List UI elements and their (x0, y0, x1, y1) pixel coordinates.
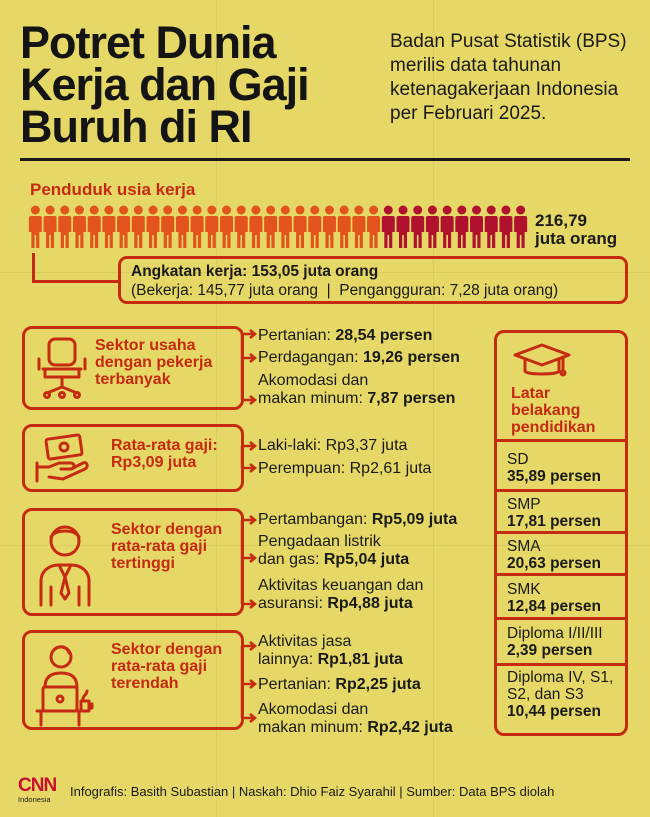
labor-force-total: Angkatan kerja: 153,05 juta orang (131, 263, 379, 280)
education-divider (497, 531, 625, 534)
sector-item-label: Perdagangan: (258, 349, 363, 366)
education-share: 17,81 persen (507, 513, 601, 530)
high-wage-label: Pertambangan: (258, 511, 372, 528)
wage-item: Laki-laki: Rp3,37 juta (258, 437, 408, 454)
labor-force-box (118, 256, 628, 304)
education-item (507, 581, 625, 615)
education-level: SMP (507, 496, 541, 513)
education-item (507, 496, 625, 530)
low-wage-item (258, 701, 453, 737)
laptop-worker-icon (35, 641, 95, 732)
bracket-arrows (240, 508, 260, 616)
person-figure (382, 206, 395, 249)
high-wage-value: Rp5,04 juta (323, 551, 410, 568)
education-share: 12,84 persen (507, 598, 601, 615)
graduation-cap-icon (511, 341, 573, 386)
working-age-label: Penduduk usia kerja (30, 180, 196, 199)
person-figure (470, 206, 483, 249)
education-title: Latar belakang pendidikan (511, 385, 596, 436)
high-wage-label: asuransi: (258, 595, 328, 612)
person-figure (426, 206, 439, 249)
labor-force-breakdown (131, 281, 615, 300)
education-level: SMA (507, 538, 541, 555)
average-wage-label: Rata-rata gaji: (111, 437, 218, 454)
unemployed-count: Pengangguran: 7,28 juta orang) (339, 282, 559, 299)
person-figure (220, 206, 233, 249)
education-share: 20,63 persen (507, 555, 601, 572)
education-share: 2,39 persen (507, 642, 593, 659)
employed-count: (Bekerja: 145,77 juta orang (131, 282, 318, 299)
header-divider (20, 158, 630, 161)
low-wage-label: Aktivitas jasa (258, 633, 352, 650)
lowest-wage-title: Sektor dengan rata-rata gaji terendah (111, 641, 223, 692)
education-level: Diploma I/II/III (507, 625, 603, 642)
money-hand-icon (35, 433, 93, 490)
education-divider (497, 617, 625, 620)
sector-item (258, 349, 460, 367)
education-item (507, 538, 625, 572)
low-wage-item (258, 676, 421, 694)
highest-wage-title: Sektor dengan rata-rata gaji tertinggi (111, 521, 223, 572)
low-wage-value: Rp1,81 juta (317, 651, 403, 668)
person-figure (44, 206, 57, 249)
person-figure (147, 206, 160, 249)
page-title: Potret Dunia Kerja dan Gaji Buruh di RI (20, 17, 309, 152)
high-wage-label: Pengadaan listrik (258, 533, 381, 550)
sector-item-label: Akomodasi dan (258, 372, 369, 389)
intro-text: Badan Pusat Statistik (BPS) merilis data tahunan ketenagakerjaan Indonesia per Februari 2025. (390, 31, 627, 124)
education-divider (497, 489, 625, 492)
bracket-arrows (240, 630, 260, 730)
high-wage-item (258, 511, 457, 529)
working-age-total (535, 212, 617, 248)
wage-item: Perempuan: Rp2,61 juta (258, 460, 432, 477)
education-item (507, 669, 625, 720)
average-wage-card (22, 424, 244, 492)
footer (18, 777, 632, 807)
working-age-total-value: 216,79 (535, 211, 587, 230)
person-figure (235, 206, 248, 249)
sector-item-label: Pertanian: (258, 327, 336, 344)
sector-item-value: 28,54 persen (335, 327, 433, 344)
low-wage-label: Akomodasi dan (258, 701, 369, 718)
person-figure (117, 206, 130, 249)
person-figure (58, 206, 71, 249)
high-wage-label: dan gas: (258, 551, 324, 568)
bracket-arrows (240, 326, 260, 410)
working-age-total-unit: juta orang (535, 229, 618, 248)
person-figure (132, 206, 145, 249)
person-figure (485, 206, 498, 249)
person-figure (73, 206, 86, 249)
low-wage-label: lainnya: (258, 651, 318, 668)
education-level: SD (507, 451, 529, 468)
person-figure (499, 206, 512, 249)
person-figure (367, 206, 380, 249)
education-divider (497, 663, 625, 666)
person-figure (323, 206, 336, 249)
person-figure (264, 206, 277, 249)
connector-line (32, 280, 120, 283)
sector-item (258, 372, 455, 408)
people-pictogram (28, 205, 528, 249)
sector-item (258, 327, 432, 345)
high-wage-item (258, 533, 409, 569)
businessman-icon (37, 521, 93, 616)
person-figure (249, 206, 262, 249)
low-wage-label: Pertanian: (258, 676, 336, 693)
education-level: SMK (507, 581, 541, 598)
sector-most-workers-title: Sektor usaha dengan pekerja terbanyak (95, 337, 213, 388)
education-divider (497, 439, 625, 442)
person-figure (279, 206, 292, 249)
person-figure (514, 206, 527, 249)
person-figure (294, 206, 307, 249)
education-level: Diploma IV, S1, S2, dan S3 (507, 669, 614, 703)
person-figure (308, 206, 321, 249)
credits-text: Infografis: Basith Subastian | Naskah: Dhio Faiz Syarahil | Sumber: Data BPS diolah (70, 784, 555, 799)
highest-wage-card (22, 508, 244, 616)
high-wage-item (258, 577, 423, 613)
high-wage-label: Aktivitas keuangan dan (258, 577, 424, 594)
person-figure (191, 206, 204, 249)
person-figure (29, 206, 42, 249)
person-figure (161, 206, 174, 249)
office-chair-icon (35, 335, 89, 406)
cnn-logo-sub: Indonesia (18, 795, 51, 804)
education-share: 35,89 persen (507, 468, 601, 485)
person-figure (88, 206, 101, 249)
average-wage-title (111, 437, 231, 471)
person-figure (205, 206, 218, 249)
bracket-arrows (240, 424, 260, 492)
education-panel (494, 330, 628, 736)
sector-most-workers-card (22, 326, 244, 410)
average-wage-value: Rp3,09 juta (111, 454, 197, 471)
lowest-wage-card (22, 630, 244, 730)
person-figure (441, 206, 454, 249)
low-wage-label: makan minum: (258, 719, 368, 736)
high-wage-value: Rp4,88 juta (327, 595, 413, 612)
person-figure (455, 206, 468, 249)
person-figure (411, 206, 424, 249)
sector-item-value: 19,26 persen (362, 349, 460, 366)
person-figure (397, 206, 410, 249)
person-figure (352, 206, 365, 249)
connector-line (32, 253, 35, 283)
cnn-logo (18, 777, 60, 807)
high-wage-value: Rp5,09 juta (371, 511, 458, 528)
low-wage-item (258, 633, 403, 669)
education-item (507, 625, 625, 659)
education-divider (497, 573, 625, 576)
sector-item-label: makan minum: (258, 390, 368, 407)
education-share: 10,44 persen (507, 703, 601, 720)
breakdown-separator: | (326, 282, 331, 299)
person-figure (102, 206, 115, 249)
education-item (507, 451, 625, 485)
person-figure (338, 206, 351, 249)
sector-item-value: 7,87 persen (367, 390, 456, 407)
low-wage-value: Rp2,42 juta (367, 719, 453, 736)
person-figure (176, 206, 189, 249)
cnn-logo-mark: CNN (18, 775, 57, 796)
low-wage-value: Rp2,25 juta (335, 676, 421, 693)
